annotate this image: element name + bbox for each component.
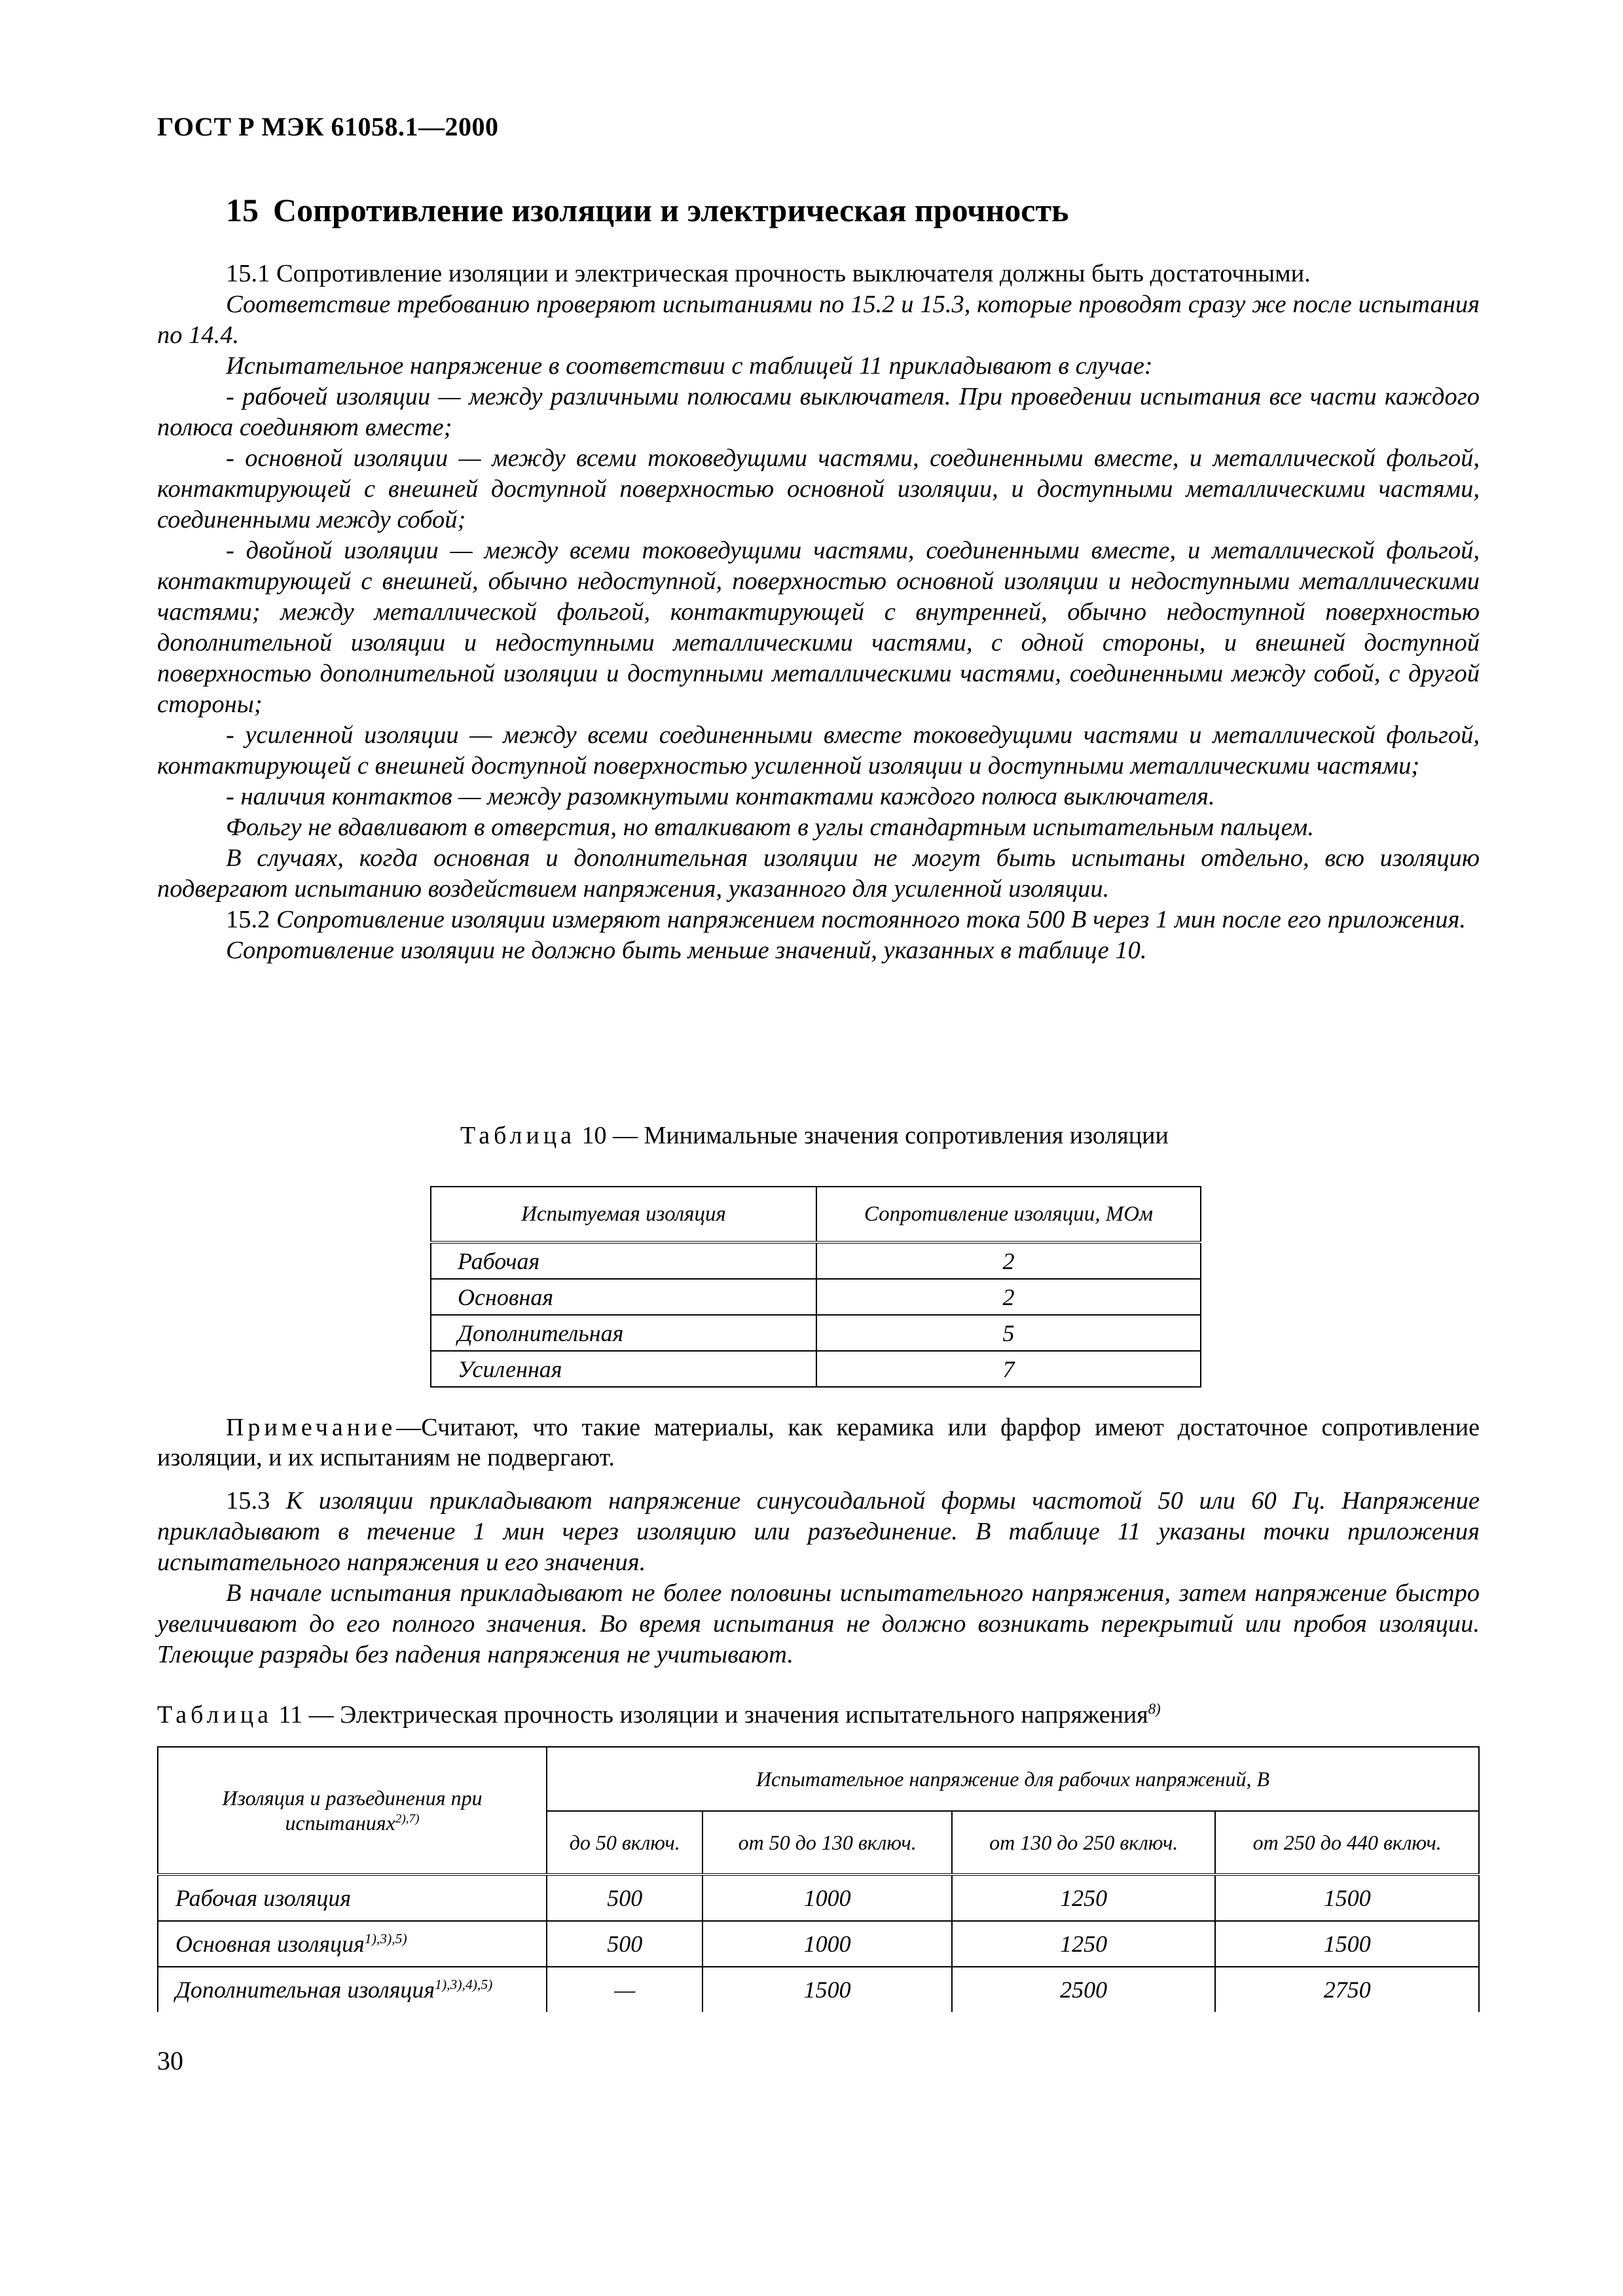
row-label: Дополнительная изоляция <box>175 1977 435 2003</box>
table-cell: Основная <box>431 1279 816 1315</box>
footnote-ref: 8) <box>1148 1700 1161 1717</box>
table-cell <box>158 1874 547 1921</box>
section-title: Сопротивление изоляции и электрическая прочность <box>273 192 1069 228</box>
paragraph: Соответствие требованию проверяют испытаниями по 15.2 и 15.3, которые проводят сразу же после испытания по 14.4. <box>157 291 1480 349</box>
table-cell <box>158 1967 547 2012</box>
table-header-cell <box>158 1747 547 1874</box>
note-label: Примечание <box>226 1414 397 1441</box>
table11 <box>157 1746 1480 2012</box>
table10-caption-text: 10 — Минимальные значения сопротивления изоляции <box>575 1122 1169 1149</box>
paragraph: Испытательное напряжение в соответствии с таблицей 11 прикладывают в случае: <box>226 352 1153 380</box>
table-row <box>158 1874 1479 1921</box>
table-cell: 1500 <box>702 1967 951 2012</box>
table-cell: Рабочая <box>431 1242 816 1279</box>
table-row <box>431 1242 1201 1279</box>
paragraph: - усиленной изоляции — между всеми соединенными вместе токоведущими частями и металлической фольгой, контактирующей с внешней доступной поверхностью усиленной изоляции и доступными металлическими частями; <box>157 721 1480 780</box>
table-row <box>431 1351 1201 1387</box>
paragraph: В начале испытания прикладывают не более половины испытательного напряжения, затем напряжение быстро увеличивают до его полного значения. Во время испытания не должно возникать перекрытий или пробоя изоляции. Тлеющие разряды без падения напряжения не учитывают. <box>157 1579 1480 1668</box>
table-cell: 2500 <box>952 1967 1216 2012</box>
table-cell: 500 <box>547 1874 702 1921</box>
clause-number: 15.2 <box>226 906 276 933</box>
header-text: Изоляция и разъединения при испытаниях <box>222 1786 483 1835</box>
paragraph <box>157 905 1480 935</box>
table-cell: 2 <box>816 1279 1201 1315</box>
table-cell: 1000 <box>702 1921 951 1967</box>
table-cell: 7 <box>816 1351 1201 1387</box>
row-label: Рабочая изоляция <box>175 1885 352 1911</box>
paragraph: - наличия контактов — между разомкнутыми контактами каждого полюса выключателя. <box>226 783 1215 810</box>
table-cell: Усиленная <box>431 1351 816 1387</box>
paragraph: - двойной изоляции — между всеми токоведущими частями, соединенными вместе, и металлической фольгой, контактирующей с внешней, обычно недоступной, поверхностью основной изоляции и недоступными металлическими частями; между металлической фольгой, контактирующей с внутренней, обычно недоступной поверхностью дополнительной изоляции и недоступными металлическими частями, с одной стороны, и внешней доступной поверхностью дополнительной изоляции и доступными металлическими частями, соединенными между собой, с другой стороны; <box>157 537 1480 718</box>
clause-text: К изоляции прикладывают напряжение синусоидальной формы частотой 50 или 60 Гц. Напряжение прикладывают в течение 1 мин через изоляцию или разъединение. В таблице 11 указаны точки приложения испытательного напряжения и его значения. <box>157 1487 1480 1576</box>
note-text: —Считают, что такие материалы, как керамика или фарфор имеют достаточное сопротивление изоляции, и их испытаниям не подвергают. <box>157 1414 1480 1471</box>
table-header-cell: от 130 до 250 включ. <box>952 1811 1216 1874</box>
table-group-header: Испытательное напряжение для рабочих напряжений, В <box>547 1747 1479 1811</box>
document-header: ГОСТ Р МЭК 61058.1—2000 <box>157 112 499 141</box>
paragraph: Сопротивление изоляции не должно быть меньше значений, указанных в таблице 10. <box>226 937 1147 964</box>
table-header-cell: Испытуемая изоляция <box>431 1187 816 1242</box>
table-cell: 1500 <box>1215 1874 1479 1921</box>
section-body-continued <box>157 1486 1480 1670</box>
table-row <box>431 1315 1201 1351</box>
table11-caption <box>157 1700 1480 1729</box>
clause-number: 15.3 <box>226 1487 286 1515</box>
table-header-cell: Сопротивление изоляции, МОм <box>816 1187 1201 1242</box>
table-header-row <box>158 1747 1479 1811</box>
footnote-ref: 1),3),5) <box>364 1931 407 1946</box>
paragraph: - основной изоляции — между всеми токоведущими частями, соединенными вместе, и металлической фольгой, контактирующей с внешней доступной поверхностью основной изоляции, и доступными металлическими частями, соединенными между собой; <box>157 444 1480 533</box>
row-label: Основная изоляция <box>175 1931 365 1957</box>
table-header-cell: от 50 до 130 включ. <box>702 1811 951 1874</box>
table-header-cell: до 50 включ. <box>547 1811 702 1874</box>
paragraph: В случаях, когда основная и дополнительная изоляции не могут быть испытаны отдельно, всю изоляцию подвергают испытанию воздействием напряжения, указанного для усиленной изоляции. <box>157 844 1480 903</box>
table-cell: 1250 <box>952 1921 1216 1967</box>
table-cell: 1250 <box>952 1874 1216 1921</box>
table-cell: 1000 <box>702 1874 951 1921</box>
paragraph: Фольгу не вдавливают в отверстия, но вталкивают в углы стандартным испытательным пальцем. <box>226 814 1315 841</box>
paragraph: - рабочей изоляции — между различными полюсами выключателя. При проведении испытания все части каждого полюса соединяют вместе; <box>157 383 1480 441</box>
clause-text: Сопротивление изоляции измеряют напряжением постоянного тока 500 В через 1 мин после его приложения. <box>276 906 1467 933</box>
table-header-cell: от 250 до 440 включ. <box>1215 1811 1479 1874</box>
table-row <box>431 1279 1201 1315</box>
table-cell: 2 <box>816 1242 1201 1279</box>
table-header-row <box>431 1187 1201 1242</box>
table10-note <box>157 1412 1480 1473</box>
table-cell: 500 <box>547 1921 702 1967</box>
table-cell <box>158 1921 547 1967</box>
table-cell: Дополнительная <box>431 1315 816 1351</box>
paragraph <box>157 1486 1480 1578</box>
table11-caption-text: 11 — Электрическая прочность изоляции и значения испытательного напряжения <box>272 1701 1148 1729</box>
table10-caption-label: Таблица <box>460 1122 576 1149</box>
section-number: 15 <box>226 192 259 228</box>
footnote-ref: 2),7) <box>395 1812 420 1826</box>
table-cell: — <box>547 1967 702 2012</box>
paragraph: 15.1 Сопротивление изоляции и электрическая прочность выключателя должны быть достаточными. <box>226 260 1311 287</box>
table10-caption <box>460 1122 1200 1149</box>
section-heading <box>226 191 1068 229</box>
section-body <box>157 259 1480 966</box>
table-row <box>158 1921 1479 1967</box>
table-cell: 1500 <box>1215 1921 1479 1967</box>
page-number: 30 <box>157 2046 183 2075</box>
footnote-ref: 1),3),4),5) <box>435 1977 493 1992</box>
table-row <box>158 1967 1479 2012</box>
table10 <box>430 1186 1201 1388</box>
table-cell: 2750 <box>1215 1967 1479 2012</box>
table-cell: 5 <box>816 1315 1201 1351</box>
table11-caption-label: Таблица <box>157 1701 273 1729</box>
